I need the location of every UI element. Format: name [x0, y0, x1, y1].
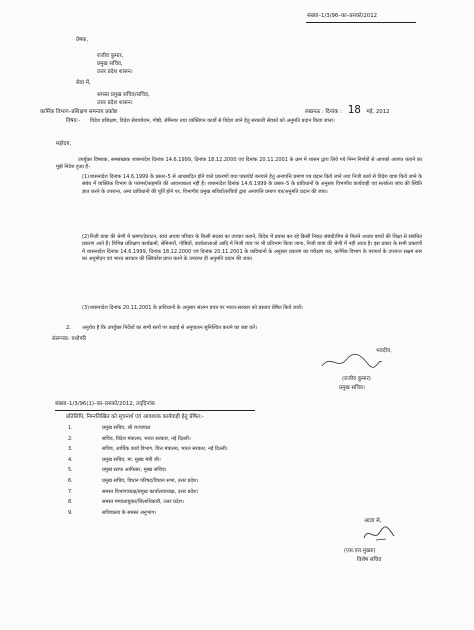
subject-text: विदेश प्रशिक्षण, विदेश सेवायोजन, गोष्ठी, सेमिनार तथा व्यक्तिगत कार्यों से विदेश जाने हेतु सरकारी सेवकों को अनुमति प्रदान किया जाना।: [90, 118, 335, 124]
list-item-text: सचिव, आर्थिक कार्य विभाग, वित्त मंत्रालय, भारत सरकार, नई दिल्ली।: [102, 446, 228, 453]
list-item-number: 1.: [68, 425, 73, 431]
list-item: [66, 423, 228, 434]
reference-underline: [306, 22, 416, 23]
list-item: [66, 444, 228, 455]
list-item: [66, 455, 228, 466]
signatory-1-name: (राजीव कुमार): [342, 376, 371, 382]
signature-1-image: [316, 350, 386, 372]
list-item-number: 8.: [68, 499, 73, 506]
list-item: [66, 465, 228, 476]
salutation: महोदय,: [56, 141, 72, 147]
reference-number: संख्या–1/3/96–का–प्रसको/2012: [307, 13, 378, 19]
list-item-number: 2.: [68, 435, 73, 442]
second-reference: संख्या–1/3/96(1)–का–प्रसको/2012, तद्‌दिनांक: [55, 401, 155, 407]
point-2-number: (2): [82, 234, 90, 240]
list-item-text: प्रमुख सचिव, मा. मुख्य मंत्री जी।: [102, 456, 161, 463]
order-label: आज्ञा से,: [364, 518, 382, 524]
closing-text: अनुरोध है कि उपर्युक्त निर्देशों का सभी स्तरों पर कड़ाई से अनुपालन सुनिश्चित कराने का कष्ट करें।: [82, 325, 258, 331]
point-1: [82, 174, 422, 196]
sender-designation: प्रमुख सचिव,: [97, 61, 123, 67]
signatory-2-designation: विशेष सचिव: [357, 557, 382, 563]
subject-label: विषय:-: [66, 118, 81, 124]
sender-label: प्रेषक,: [76, 37, 89, 43]
signature-2-image: [356, 524, 402, 544]
intro-paragraph: उपर्युक्त विषयक, समसंख्यक शासनादेश दिनांक 14.6.1999, दिनांक 18.12.2000 एवं दिनांक 20.11.2001 के क्रम में शासन द्वारा लिये गये निम्न निर्णयों से आपको अवगत कराने का मुझे निदेश हुआ है–: [56, 157, 422, 171]
point-1-number: (1): [82, 174, 90, 180]
recipient-line-1: समस्त प्रमुख सचिव/सचिव,: [97, 92, 150, 98]
point-3-text: शासनादेश दिनांक 20.11.2001 के प्राविधानों के अनुसार संलग्न प्रपत्र पर भारत-सरकार को प्रस्ताव प्रेषित किये जायें।: [89, 305, 303, 311]
point-3-number: (3): [82, 305, 90, 311]
signatory-1-designation: प्रमुख सचिव।: [339, 385, 365, 391]
list-item-text: प्रमुख सचिव, विधान परिषद/विधान सभा, उत्तर प्रदेश।: [102, 477, 199, 484]
list-item: [66, 434, 228, 445]
copy-intro: प्रतिलिपि, निम्नलिखित को सूचनार्थ एवं आवश्यक कार्यवाही हेतु प्रेषित:-: [66, 414, 204, 420]
list-item-number: 7.: [68, 488, 73, 495]
list-item-number: 6.: [68, 477, 73, 484]
list-item-text: समस्त मण्डलायुक्त/जिलाधिकारी, उत्तर प्रदेश।: [102, 499, 184, 506]
signatory-2-name: (एस.एल.मुख्ता): [344, 548, 376, 554]
second-reference-underline: [55, 410, 255, 411]
list-item-number: 5.: [68, 467, 73, 474]
closing-number: 2.: [66, 325, 72, 331]
list-item-text: प्रमुख सचिव, श्री राज्यपाल: [102, 425, 151, 431]
point-2-text: निजी यात्रा की श्रेणी में भ्रमण/देशाटन, स्वयं अथवा परिवार के किसी सदस्य का उपचार कराने, विदेश में प्रवास कर रहे किसी निकट संबंधी/मित्र से मिलने अथवा बच्चों की शिक्षा से संबंधित प्रकरण आते हैं। विभिन्न प्रशिक्षण कार्यक्रमों, सेमिनारों, गोष्ठियों, कार्यशालाओं आदि में निजी व्यय पर भी प्रतिभाग किया जाना, निजी यात्रा की श्रेणी में नहीं आता है। इस प्रकार के सभी प्रकरणों में शासनादेश दिनांक 14.6.1999, दिनांक 18.12.2000 एवं दिनांक 20.11.2001 के प्राविधानों के अनुसार प्रकरण का परीक्षण कर, कार्मिक विभाग के परामर्श के उपरान्त सक्षम स्तर का अनुमोदन एवं भारत सरकार की क्लियरेंस प्राप्त करने के उपरान्त ही अनुमति प्रदान की जाय।: [82, 234, 423, 263]
list-item-text: प्रमुख स्टाफ आफिसर, मुख्य सचिव।: [102, 467, 167, 474]
list-item-number: 3.: [68, 446, 73, 453]
section-name: कार्मिक विभाग–प्रशिक्षण समन्वय प्रकोष्ठ: [40, 109, 118, 115]
list-item: [66, 508, 228, 519]
point-3: [82, 305, 422, 312]
point-2: [82, 234, 422, 264]
list-item: [66, 487, 228, 498]
to-label: सेवा में,: [76, 80, 91, 86]
list-item: [66, 497, 228, 508]
sender-name: राजीव कुमार,: [97, 53, 124, 59]
point-1-text: शासनादेश दिनांक 14.6.1999 के प्रस्तर–5 से आच्छादित होने वाले प्रकरणों यथा पासपोर्ट बनवाने हेतु अनापत्ति प्रमाण पत्र प्रदान किये जाने तथा निजी कार्य से विदेश यात्रा किये जाने के संबंध में व्यक्तिक विभाग के परामर्श/सहमति की आवश्यकता नहीं है। शासनादेश दिनांक 14.6.1999 के प्रस्तर–5 के प्राविधानों के अनुसार विभागीय कार्यवाही एवं सतर्कता जांच की स्थिति ज्ञात करने के उपरान्त, अन्य प्राविधानों की पूर्ति होने पर, विभागीय प्रमुख सचिवों/सचिवों द्वारा अनापत्ति प्रमाण पत्र/अनुमति प्रदान की जाय।: [82, 174, 422, 195]
date-day: 18: [347, 103, 361, 116]
list-item-text: सचिव, विदेश मंत्रालय, भारत सरकार, नई दिल्ली।: [102, 435, 191, 442]
sender-office: उत्तर प्रदेश शासन।: [97, 69, 133, 75]
date-suffix: मई, 2012: [366, 109, 390, 115]
list-item: [66, 476, 228, 487]
list-item-text: समस्त विभागाध्यक्ष/प्रमुख कार्यालयाध्यक्ष, उत्तर प्रदेश।: [102, 488, 199, 495]
list-item-text: सचिवालय के समस्त अनुभाग।: [102, 509, 157, 516]
distribution-list: [66, 423, 228, 518]
place-date: [305, 103, 390, 116]
recipient-line-2: उत्तर प्रदेश शासन।: [97, 100, 133, 106]
list-item-number: 9.: [68, 509, 73, 516]
enclosure-note: संलग्नक: यथोपरि: [52, 336, 87, 342]
list-item-number: 4.: [68, 456, 73, 463]
date-prefix: लखनऊ : दिनांक :: [305, 109, 342, 115]
yours-faithfully: भवदीय,: [376, 348, 392, 354]
